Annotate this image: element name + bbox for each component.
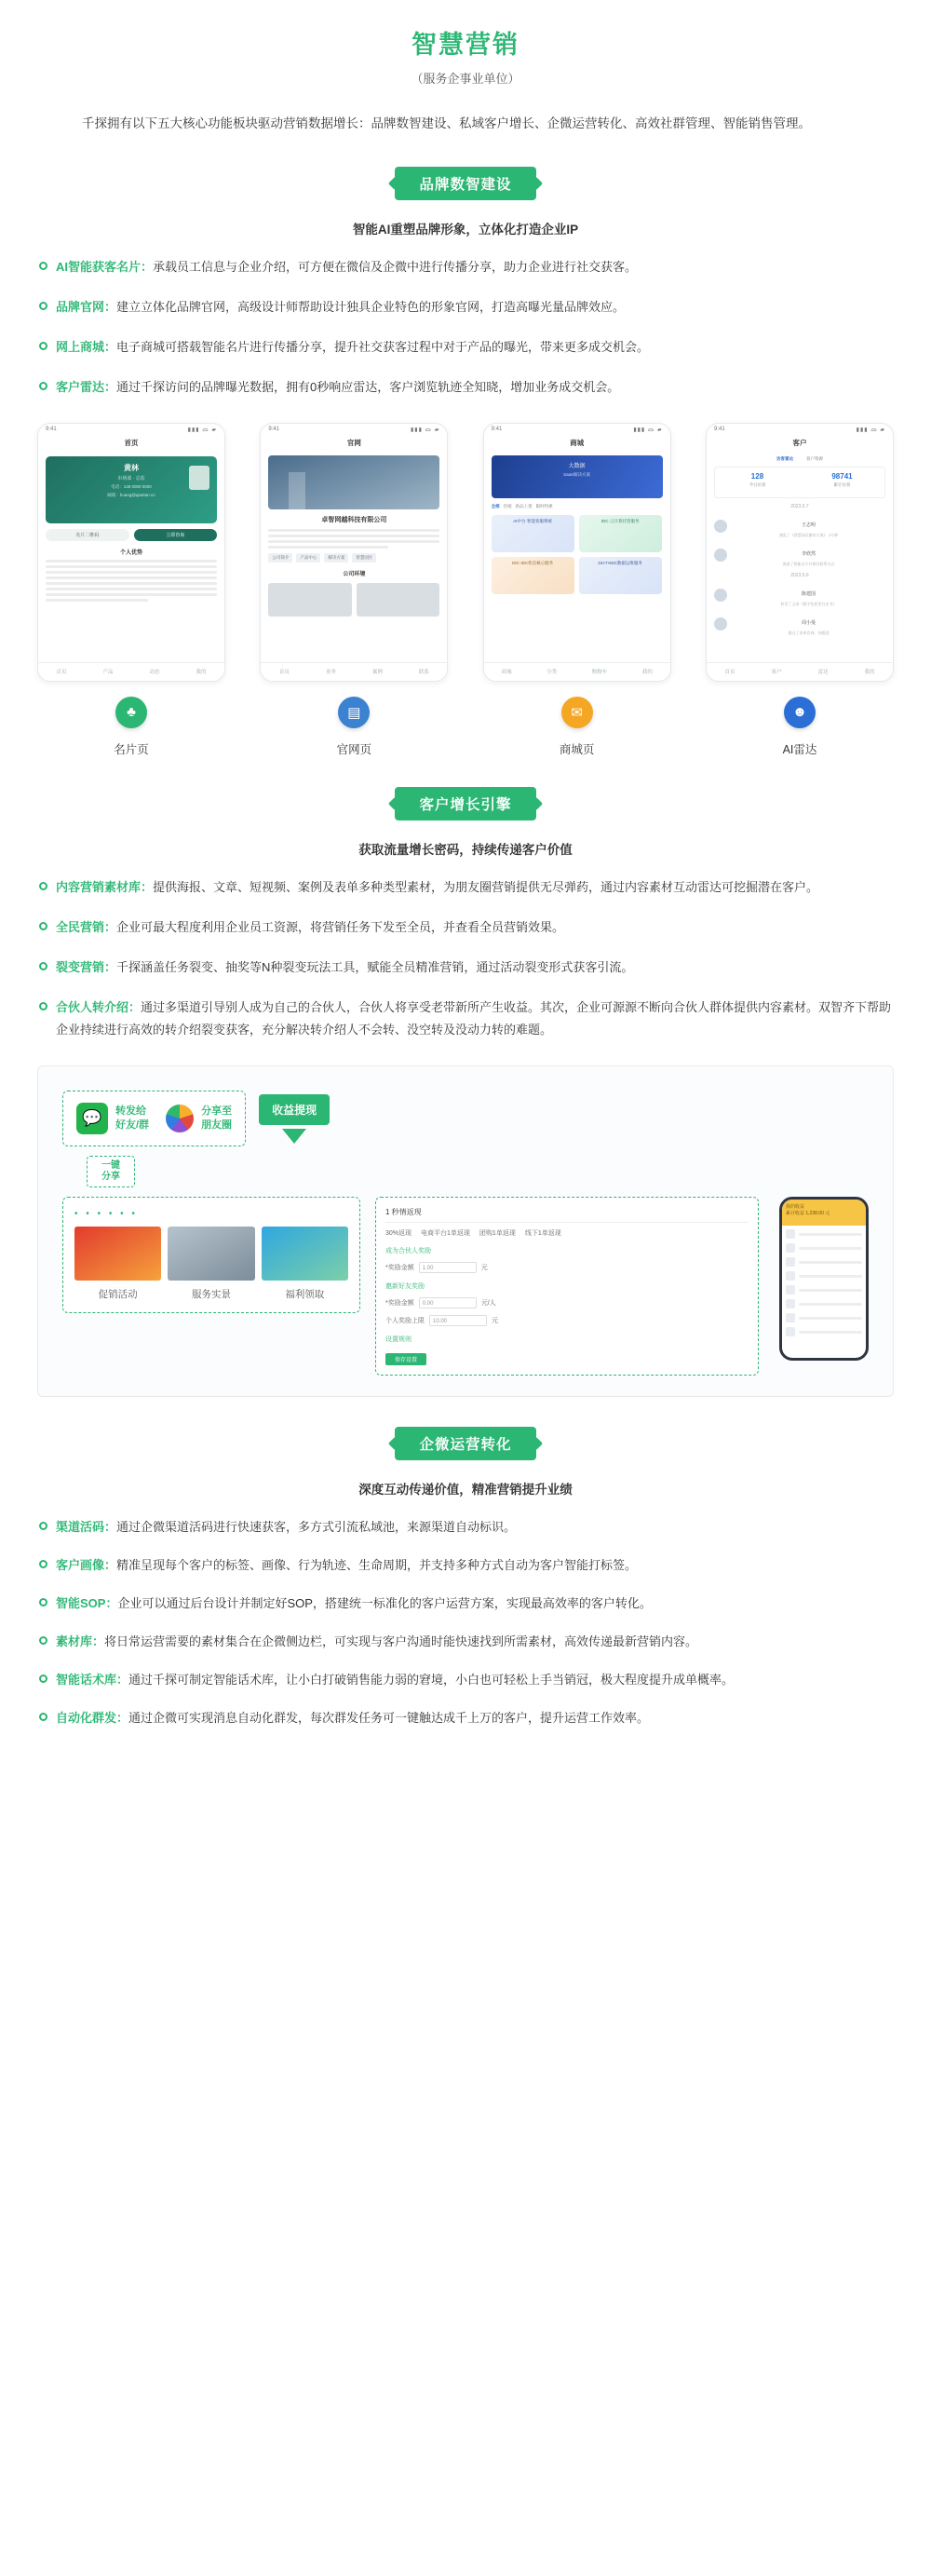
stat-label: 累计访客 bbox=[833, 481, 851, 487]
status-time: 9:41 bbox=[491, 427, 503, 433]
environment-gallery bbox=[268, 583, 439, 617]
status-time: 9:41 bbox=[713, 427, 725, 433]
section-pill-label: 品牌数智建设 bbox=[395, 167, 535, 200]
consult-button[interactable]: 立即咨询 bbox=[134, 529, 218, 541]
phone-card-website bbox=[260, 423, 448, 757]
bullet-title: 裂变营销： bbox=[56, 959, 117, 974]
bullet-dot-icon bbox=[39, 882, 47, 890]
bullet-dot-icon bbox=[39, 1002, 47, 1010]
list-item bbox=[39, 1593, 892, 1615]
section-heading-1 bbox=[0, 167, 931, 200]
page-subtitle: （服务企事业单位） bbox=[411, 72, 520, 86]
bullet-dot-icon bbox=[39, 262, 47, 270]
bullet-title: 全民营销： bbox=[56, 919, 117, 934]
visitor-activity: 查看了智能名片并保存联系方式 bbox=[782, 561, 835, 566]
bullet-text: 电子商城可搭载智能名片进行传播分享，提升社交获客过程中对于产品的曝光，带来更多成交机会。 bbox=[116, 339, 650, 354]
list-item bbox=[786, 1285, 862, 1295]
text-placeholder bbox=[46, 560, 217, 602]
tab-item[interactable]: 购物车 bbox=[591, 670, 608, 676]
phone-status-bar bbox=[484, 424, 670, 436]
field-label: 个人奖励上限 bbox=[385, 1318, 425, 1325]
list-item bbox=[786, 1229, 862, 1239]
invite-reward-input[interactable]: 0.00 bbox=[419, 1297, 477, 1308]
list-item[interactable] bbox=[714, 612, 885, 636]
share-label-line2: 朋友圈 bbox=[201, 1119, 233, 1132]
bullet-title: 内容营销素材库： bbox=[56, 879, 154, 894]
bullet-dot-icon bbox=[39, 302, 47, 310]
tab-item[interactable]: 产品 bbox=[102, 670, 114, 676]
phone-status-bar bbox=[261, 424, 447, 436]
bullet-text: 承载员工信息与企业介绍，可方便在微信及企微中进行传播分享，助力企业进行社交获客。 bbox=[153, 259, 638, 274]
banner-subtitle: SaaS解决方案 bbox=[563, 471, 591, 477]
tab-item[interactable]: 新品上架 bbox=[515, 503, 533, 508]
tab-item[interactable]: 我的 bbox=[641, 670, 653, 676]
bullet-dot-icon bbox=[39, 1522, 47, 1530]
bullet-text: 通过企微渠道活码进行快速获客，多方式引流私域池，来源渠道自动标识。 bbox=[116, 1520, 517, 1535]
namecard-icon: ♣ bbox=[115, 697, 147, 728]
list-item bbox=[786, 1271, 862, 1281]
feed-date: 2023.5.7 bbox=[790, 503, 809, 509]
bullet-title: 自动化群发： bbox=[56, 1711, 129, 1726]
chip-item[interactable]: 解决方案 bbox=[324, 553, 348, 563]
bullet-list-2 bbox=[39, 876, 892, 1041]
group-label-invite: 邀新好友奖励 bbox=[385, 1283, 425, 1291]
forward-label-line2: 好友/群 bbox=[115, 1119, 150, 1132]
feed-date: 2023.5.6 bbox=[790, 572, 809, 578]
visitor-activity: 转发了文章《数字化转型白皮书》 bbox=[780, 601, 837, 606]
phone-nav-title: 首页 bbox=[124, 438, 139, 447]
banner-title: 大数据 bbox=[568, 463, 586, 469]
phone-nav-title: 客户 bbox=[792, 438, 807, 447]
bullet-title: AI智能获客名片： bbox=[56, 259, 154, 274]
earnings-list bbox=[782, 1226, 866, 1345]
visitor-activity: 提交了表单咨询，待跟进 bbox=[788, 630, 830, 635]
website-icon: ▤ bbox=[338, 697, 370, 728]
promo-caption: 促销活动 bbox=[98, 1289, 138, 1301]
radar-stats bbox=[714, 467, 885, 498]
mall-banner[interactable] bbox=[492, 455, 663, 498]
bullet-dot-icon bbox=[39, 1713, 47, 1721]
promo-material-box bbox=[62, 1197, 360, 1313]
section-tagline-2: 获取流量增长密码，持续传递客户价值 bbox=[358, 842, 573, 857]
bullet-title: 客户画像： bbox=[56, 1558, 117, 1573]
phone-showcase bbox=[37, 423, 894, 757]
list-item bbox=[39, 256, 892, 278]
status-signal-icon: ▮▮▮ ᯅ ▰ bbox=[410, 427, 440, 434]
bullet-text: 企业可以通过后台设计并制定好SOP，搭建统一标准化的客户运营方案，实现最高效率的客户转化。 bbox=[117, 1596, 652, 1611]
tab-item[interactable]: 分类 bbox=[546, 670, 558, 676]
list-item[interactable] bbox=[714, 543, 885, 567]
visitor-name: 王志明 bbox=[801, 522, 816, 528]
field-label: *奖励金额 bbox=[385, 1300, 414, 1308]
list-item bbox=[39, 1631, 892, 1653]
stat-value: 98741 bbox=[831, 471, 853, 481]
avatar bbox=[714, 617, 727, 630]
chip-item[interactable]: 智慧园区 bbox=[352, 553, 376, 563]
phone-tabbar[interactable] bbox=[484, 662, 670, 681]
bullet-dot-icon bbox=[39, 342, 47, 350]
section-tagline-1: 智能AI重塑品牌形象，立体化打造企业IP bbox=[352, 222, 579, 237]
list-item bbox=[786, 1257, 862, 1267]
avatar bbox=[714, 549, 727, 562]
phone-frame bbox=[260, 423, 448, 682]
bullet-dot-icon bbox=[39, 1674, 47, 1683]
earnings-phone-mock bbox=[779, 1197, 869, 1361]
tab-item[interactable]: 业务 bbox=[325, 670, 336, 676]
status-signal-icon: ▮▮▮ ᯅ ▰ bbox=[633, 427, 663, 434]
phone-tabbar[interactable] bbox=[261, 662, 447, 681]
phone-card-mall bbox=[483, 423, 671, 757]
stat-label: 今日访客 bbox=[749, 481, 766, 487]
earnings-subtitle: 累计收益 1,238.00 元 bbox=[786, 1211, 830, 1217]
share-channels-box bbox=[62, 1091, 246, 1146]
bullet-text: 建立立体化品牌官网，高级设计师帮助设计独具企业特色的形象官网，打造高曝光量品牌效应。 bbox=[116, 299, 626, 314]
group-label-partner: 成为合伙人奖励 bbox=[385, 1248, 431, 1255]
reward-amount-field[interactable] bbox=[385, 1262, 749, 1273]
contact-phone: 电话：138 0000 0000 bbox=[111, 483, 152, 489]
field-unit: 元 bbox=[480, 1265, 488, 1272]
key-share-line1: 一键 bbox=[101, 1160, 120, 1172]
tab-item[interactable]: 全部 bbox=[491, 503, 500, 508]
phone-nav-title: 商城 bbox=[570, 438, 585, 447]
list-item[interactable] bbox=[714, 514, 885, 538]
tab-item[interactable]: 客户资源 bbox=[805, 455, 823, 461]
bullet-dot-icon bbox=[39, 1598, 47, 1607]
reward-cap-input[interactable]: 10.00 bbox=[429, 1315, 487, 1326]
section-label: 公司环境 bbox=[343, 571, 366, 577]
list-item bbox=[39, 956, 892, 979]
tab-item[interactable]: 热销 bbox=[503, 503, 512, 508]
visitor-activity: 浏览了《智慧园区解决方案》 2分钟 bbox=[778, 532, 839, 537]
section-heading-2 bbox=[0, 787, 931, 820]
save-settings-button[interactable]: 保存设置 bbox=[385, 1353, 426, 1365]
avatar bbox=[189, 466, 209, 490]
status-signal-icon: ▮▮▮ ᯅ ▰ bbox=[187, 427, 217, 434]
phone-nav-title: 官网 bbox=[346, 438, 361, 447]
list-item bbox=[39, 1669, 892, 1691]
status-signal-icon: ▮▮▮ ᯅ ▰ bbox=[856, 427, 885, 434]
phone-caption: 官网页 bbox=[336, 742, 372, 756]
contact-role: 市场部 · 总监 bbox=[117, 475, 145, 481]
chip-item[interactable]: 公司简介 bbox=[268, 553, 292, 563]
section-pill-label: 客户增长引擎 bbox=[395, 787, 535, 820]
tab-item[interactable]: 联系 bbox=[418, 670, 429, 676]
phone-tabbar[interactable] bbox=[38, 662, 224, 681]
bullet-list-1 bbox=[39, 256, 892, 399]
product-cell[interactable]: IDC·云计算托管服务 bbox=[579, 515, 662, 552]
status-time: 9:41 bbox=[268, 427, 280, 433]
visitor-name: 陈建国 bbox=[801, 590, 816, 597]
bullet-dot-icon bbox=[39, 382, 47, 390]
bullet-title: 品牌官网： bbox=[56, 299, 117, 314]
bullet-title: 智能SOP： bbox=[56, 1596, 118, 1611]
phone-caption: AI雷达 bbox=[782, 742, 817, 756]
bullet-title: 合伙人转介绍： bbox=[56, 1000, 142, 1014]
bullet-text: 千探涵盖任务裂变、抽奖等N种裂变玩法工具，赋能全员精准营销，通过活动裂变形式获客引流。 bbox=[116, 959, 634, 974]
promo-image bbox=[74, 1227, 161, 1281]
bullet-text: 提供海报、文章、短视频、案例及表单多种类型素材，为朋友圈营销提供无尽弹药，通过内容素材互动雷达可挖掘潜在客户。 bbox=[153, 879, 819, 894]
mall-icon: ✉ bbox=[561, 697, 593, 728]
website-hero-image bbox=[268, 455, 439, 509]
reward-cap-field[interactable] bbox=[385, 1315, 749, 1326]
radar-tabs[interactable] bbox=[714, 456, 885, 462]
checkbox-option[interactable]: 团购1单返现 bbox=[479, 1230, 516, 1238]
invite-reward-field[interactable] bbox=[385, 1297, 749, 1308]
tab-item[interactable]: 访客雷达 bbox=[776, 455, 793, 461]
product-cell[interactable]: 24×7×IDC数据运维服务 bbox=[579, 557, 662, 594]
section-pill-label: 企微运营转化 bbox=[395, 1427, 535, 1460]
tab-item[interactable]: 动态 bbox=[149, 670, 160, 676]
product-grid bbox=[492, 515, 663, 594]
bullet-list-3 bbox=[39, 1516, 892, 1729]
section-label: 个人优势 bbox=[119, 549, 142, 556]
tab-item[interactable]: 雷达 bbox=[817, 670, 829, 676]
chip-item[interactable]: 产品中心 bbox=[296, 553, 320, 563]
checkbox-option[interactable]: 30%返现 bbox=[385, 1230, 412, 1238]
tab-item[interactable]: 首页 bbox=[278, 670, 290, 676]
radar-icon: ☻ bbox=[784, 697, 816, 728]
visitor-name: 周小曼 bbox=[801, 619, 816, 626]
phone-status-bar bbox=[707, 424, 893, 436]
list-item bbox=[39, 1516, 892, 1539]
text-placeholder bbox=[268, 529, 439, 549]
tab-item[interactable]: 我的 bbox=[864, 670, 875, 676]
sharing-flow-diagram bbox=[37, 1065, 894, 1397]
list-item bbox=[39, 1707, 892, 1729]
tab-item[interactable]: 首页 bbox=[724, 670, 735, 676]
avatar bbox=[714, 589, 727, 602]
list-item bbox=[39, 997, 892, 1041]
namecard-hero bbox=[46, 456, 217, 523]
status-time: 9:41 bbox=[46, 427, 57, 433]
checkbox-option[interactable]: 电商平台1单返现 bbox=[421, 1230, 470, 1238]
field-unit: 元/人 bbox=[480, 1300, 496, 1308]
promo-images bbox=[74, 1227, 348, 1281]
bullet-dot-icon bbox=[39, 922, 47, 930]
phone-card-radar bbox=[706, 423, 894, 757]
key-share-line2: 分享 bbox=[101, 1172, 120, 1183]
list-item bbox=[39, 376, 892, 399]
field-label: *奖励金额 bbox=[385, 1265, 414, 1272]
reward-amount-input[interactable]: 1.00 bbox=[419, 1262, 477, 1273]
phone-frame bbox=[37, 423, 225, 682]
tab-item[interactable]: 限时特惠 bbox=[535, 503, 553, 508]
visitor-name: 李欣然 bbox=[801, 550, 816, 557]
website-nav-chips[interactable] bbox=[268, 553, 439, 563]
bullet-text: 通过多渠道引导别人成为自己的合伙人，合伙人将享受老带新所产生收益。其次，企业可源源不断向合伙人群体提供内容素材。双智齐下帮助企业持续进行高效的转介绍裂变获客，充分解决转介绍人不会转、没空转及没动力转的难题。 bbox=[56, 1000, 892, 1037]
page-title: 智慧营销 bbox=[412, 31, 519, 59]
list-item[interactable] bbox=[714, 583, 885, 607]
list-item bbox=[786, 1327, 862, 1336]
bullet-title: 客户雷达： bbox=[56, 379, 117, 394]
list-item bbox=[39, 296, 892, 319]
rebate-settings-panel bbox=[375, 1197, 759, 1376]
one-key-share-badge bbox=[87, 1156, 135, 1187]
avatar bbox=[714, 520, 727, 533]
phone-caption: 名片页 bbox=[114, 742, 149, 756]
list-item bbox=[39, 336, 892, 359]
section-tagline-3: 深度互动传递价值，精准营销提升业绩 bbox=[358, 1483, 573, 1498]
bullet-text: 精准呈现每个客户的标签、画像、行为轨迹、生命周期，并支持多种方式自动为客户智能打标签。 bbox=[116, 1558, 638, 1573]
bullet-text: 通过企微可实现消息自动化群发，每次群发任务可一键触达成千上万的客户，提升运营工作效率。 bbox=[128, 1711, 650, 1726]
product-cell[interactable]: IDC·IDC机房核心服务 bbox=[492, 557, 574, 594]
list-item bbox=[39, 1554, 892, 1577]
checkbox-option[interactable]: 线下1单返现 bbox=[524, 1230, 561, 1238]
tab-item[interactable]: 商城 bbox=[501, 670, 512, 676]
rules-link[interactable]: 设置规则 bbox=[385, 1336, 412, 1344]
panel-title: 1 秒情返现 bbox=[385, 1207, 749, 1223]
phone-caption: 商城页 bbox=[559, 742, 595, 756]
stat-value: 128 bbox=[750, 471, 764, 481]
tab-item[interactable]: 首页 bbox=[56, 670, 67, 676]
tab-item[interactable]: 我的 bbox=[196, 670, 207, 676]
bullet-dot-icon bbox=[39, 1560, 47, 1568]
list-item bbox=[39, 876, 892, 899]
phone-frame bbox=[706, 423, 894, 682]
phone-tabbar[interactable] bbox=[707, 662, 893, 681]
panel-checkbox-row[interactable] bbox=[385, 1228, 749, 1238]
mall-category-tabs[interactable] bbox=[492, 504, 663, 509]
bullet-text: 通过千探访问的品牌曝光数据，拥有0秒响应雷达，客户浏览轨迹全知晓，增加业务成交机会。 bbox=[116, 379, 620, 394]
withdraw-badge: 收益提现 bbox=[259, 1094, 330, 1125]
bullet-text: 将日常运营需要的素材集合在企微侧边栏，可实现与客户沟通时能快速找到所需素材，高效传递最新营销内容。 bbox=[104, 1634, 698, 1649]
earnings-title: 我的收益 bbox=[786, 1204, 805, 1211]
list-item bbox=[786, 1299, 862, 1308]
bullet-title: 素材库： bbox=[56, 1634, 105, 1649]
share-label-line1: 分享至 bbox=[201, 1105, 233, 1117]
qrcode-button[interactable]: 名片二维码 bbox=[46, 529, 129, 541]
bullet-text: 企业可最大程度利用企业员工资源，将营销任务下发至全员，并查看全员营销效果。 bbox=[116, 919, 565, 934]
section-heading-3 bbox=[0, 1427, 931, 1460]
tab-item[interactable]: 客户 bbox=[771, 670, 782, 676]
bullet-dot-icon bbox=[39, 962, 47, 970]
intro-paragraph: 千探拥有以下五大核心功能板块驱动营销数据增长：品牌数智建设、私域客户增长、企微运营转化、高效社群管理、智能销售管理。 bbox=[82, 116, 811, 130]
contact-name: 黄林 bbox=[124, 463, 139, 472]
bullet-dot-icon bbox=[39, 1636, 47, 1645]
promo-caption: 服务实景 bbox=[191, 1289, 231, 1301]
list-item bbox=[39, 916, 892, 939]
company-name: 卓智网越科技有限公司 bbox=[321, 516, 387, 523]
product-cell[interactable]: AI中台·智能客服系统 bbox=[492, 515, 574, 552]
list-item bbox=[786, 1313, 862, 1322]
tab-item[interactable]: 案例 bbox=[371, 670, 383, 676]
phone-frame bbox=[483, 423, 671, 682]
field-unit: 元 bbox=[492, 1318, 498, 1325]
bullet-title: 渠道活码： bbox=[56, 1520, 117, 1535]
promo-caption: 福利领取 bbox=[285, 1289, 325, 1301]
list-item bbox=[786, 1243, 862, 1253]
forward-label-line1: 转发给 bbox=[115, 1105, 146, 1117]
bullet-title: 智能话术库： bbox=[56, 1673, 129, 1688]
bullet-text: 通过千探可制定智能话术库，让小白打破销售能力弱的窘境，小白也可轻松上手当销冠，极大程度提升成单概率。 bbox=[128, 1673, 735, 1688]
wechat-icon: 💬 bbox=[76, 1103, 108, 1134]
bullet-title: 网上商城： bbox=[56, 339, 117, 354]
phone-status-bar bbox=[38, 424, 224, 436]
arrow-down-icon bbox=[282, 1129, 306, 1144]
moments-icon bbox=[166, 1105, 194, 1132]
promo-image bbox=[262, 1227, 348, 1281]
dots-indicator: • • • • • • bbox=[74, 1209, 138, 1220]
contact-email: 邮箱：huang@qiantan.cn bbox=[107, 492, 155, 497]
promo-image bbox=[168, 1227, 254, 1281]
phone-card-namecard bbox=[37, 423, 225, 757]
